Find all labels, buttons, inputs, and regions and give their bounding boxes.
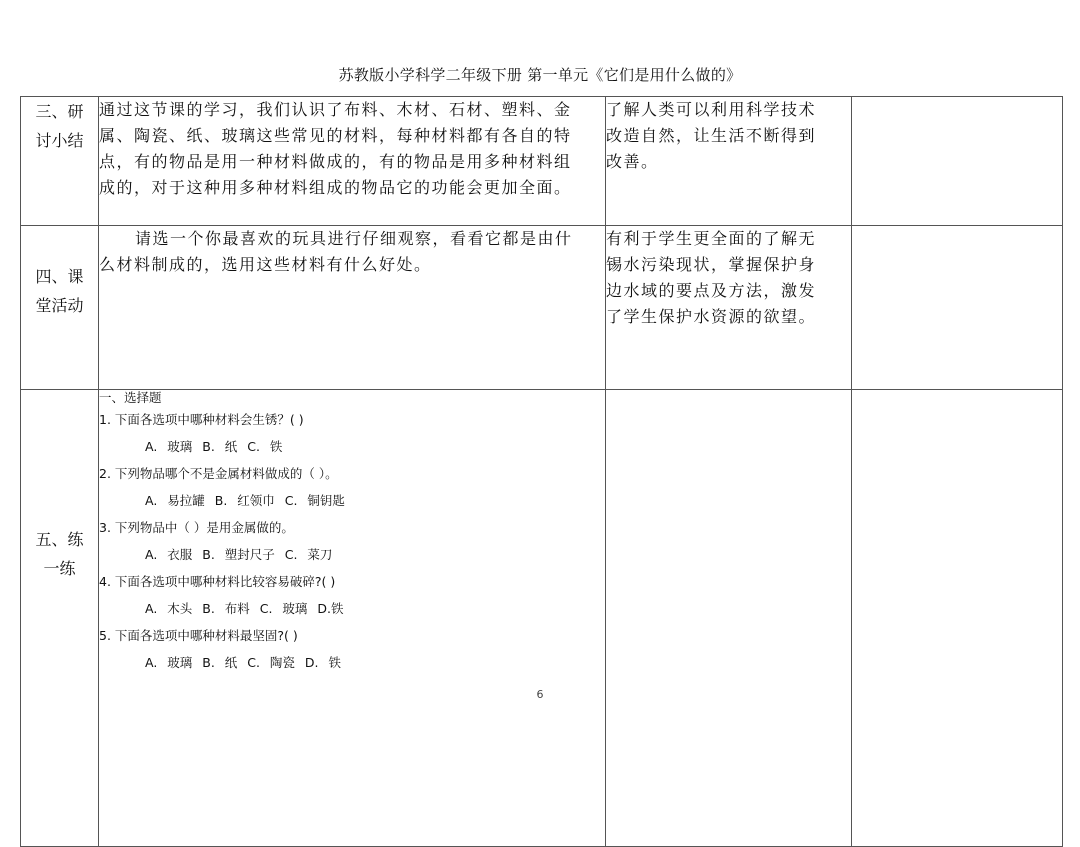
- purpose-line: 了学生保护水资源的欲望。: [606, 307, 817, 326]
- content-line: 点，有的物品是用一种材料做成的，有的物品是用多种材料组: [99, 152, 572, 171]
- content-line: 么材料制成的，选用这些材料有什么好处。: [99, 255, 432, 274]
- page-number: 6: [536, 688, 544, 701]
- section-label-line: 四、课: [35, 267, 84, 286]
- section-label-line: 一练: [43, 559, 76, 578]
- design-purpose-summary: [606, 97, 852, 226]
- question-text: 3. 下列物品中（ ）是用金属做的。: [99, 520, 294, 535]
- section-label-practice: [21, 390, 99, 847]
- section-label-activity: [21, 226, 99, 390]
- content-line: 请选一个你最喜欢的玩具进行仔细观察，看看它都是由什: [135, 229, 573, 248]
- purpose-line: 有利于学生更全面的了解无: [606, 229, 817, 248]
- activity-content: [99, 226, 606, 390]
- section-label-line: 堂活动: [35, 296, 84, 315]
- notes-cell: [852, 97, 1063, 226]
- content-line: 成的，对于这种用多种材料组成的物品它的功能会更加全面。: [99, 178, 572, 197]
- lesson-plan-table: [20, 96, 1063, 847]
- purpose-line: 改造自然，让生活不断得到: [606, 126, 817, 145]
- purpose-line: 边水域的要点及方法，激发: [606, 281, 817, 300]
- section-label-summary: [21, 97, 99, 226]
- question-text: 5. 下面各选项中哪种材料最坚固?( ): [99, 628, 298, 643]
- notes-cell: [852, 390, 1063, 847]
- table-row-summary: [21, 97, 1063, 226]
- exercise-title: 一、选择题: [99, 390, 162, 405]
- purpose-line: 了解人类可以利用科学技术: [606, 100, 817, 119]
- section-label-line: 三、研: [35, 102, 84, 121]
- question-options: A. 衣服 B. 塑封尺子 C. 菜刀: [145, 547, 333, 562]
- notes-cell: [852, 226, 1063, 390]
- summary-content: [99, 97, 606, 226]
- design-purpose-practice: [606, 390, 852, 847]
- content-line: 属、陶瓷、纸、玻璃这些常见的材料，每种材料都有各自的特: [99, 126, 572, 145]
- content-line: 通过这节课的学习，我们认识了布料、木材、石材、塑料、金: [99, 100, 572, 119]
- table-row-activity: [21, 226, 1063, 390]
- purpose-line: 改善。: [606, 152, 659, 171]
- question-options: A. 玻璃 B. 纸 C. 陶瓷 D. 铁: [145, 655, 341, 670]
- question-options: A. 易拉罐 B. 红领巾 C. 铜钥匙: [145, 493, 345, 508]
- question-text: 4. 下面各选项中哪种材料比较容易破碎?( ): [99, 574, 336, 589]
- table-row-practice: [21, 390, 1063, 847]
- exercise-content: [99, 390, 606, 847]
- question-options: A. 玻璃 B. 纸 C. 铁: [145, 439, 283, 454]
- section-label-line: 五、练: [35, 530, 84, 549]
- design-purpose-activity: [606, 226, 852, 390]
- question-text: 2. 下列物品哪个不是金属材料做成的（ ）。: [99, 466, 338, 481]
- page-header: 苏教版小学科学二年级下册 第一单元《它们是用什么做的》: [338, 66, 742, 84]
- question-options: A. 木头 B. 布料 C. 玻璃 D.铁: [145, 601, 344, 616]
- question-text: 1. 下面各选项中哪种材料会生锈？( ): [99, 412, 304, 427]
- section-label-line: 讨小结: [35, 131, 84, 150]
- purpose-line: 锡水污染现状，掌握保护身: [606, 255, 817, 274]
